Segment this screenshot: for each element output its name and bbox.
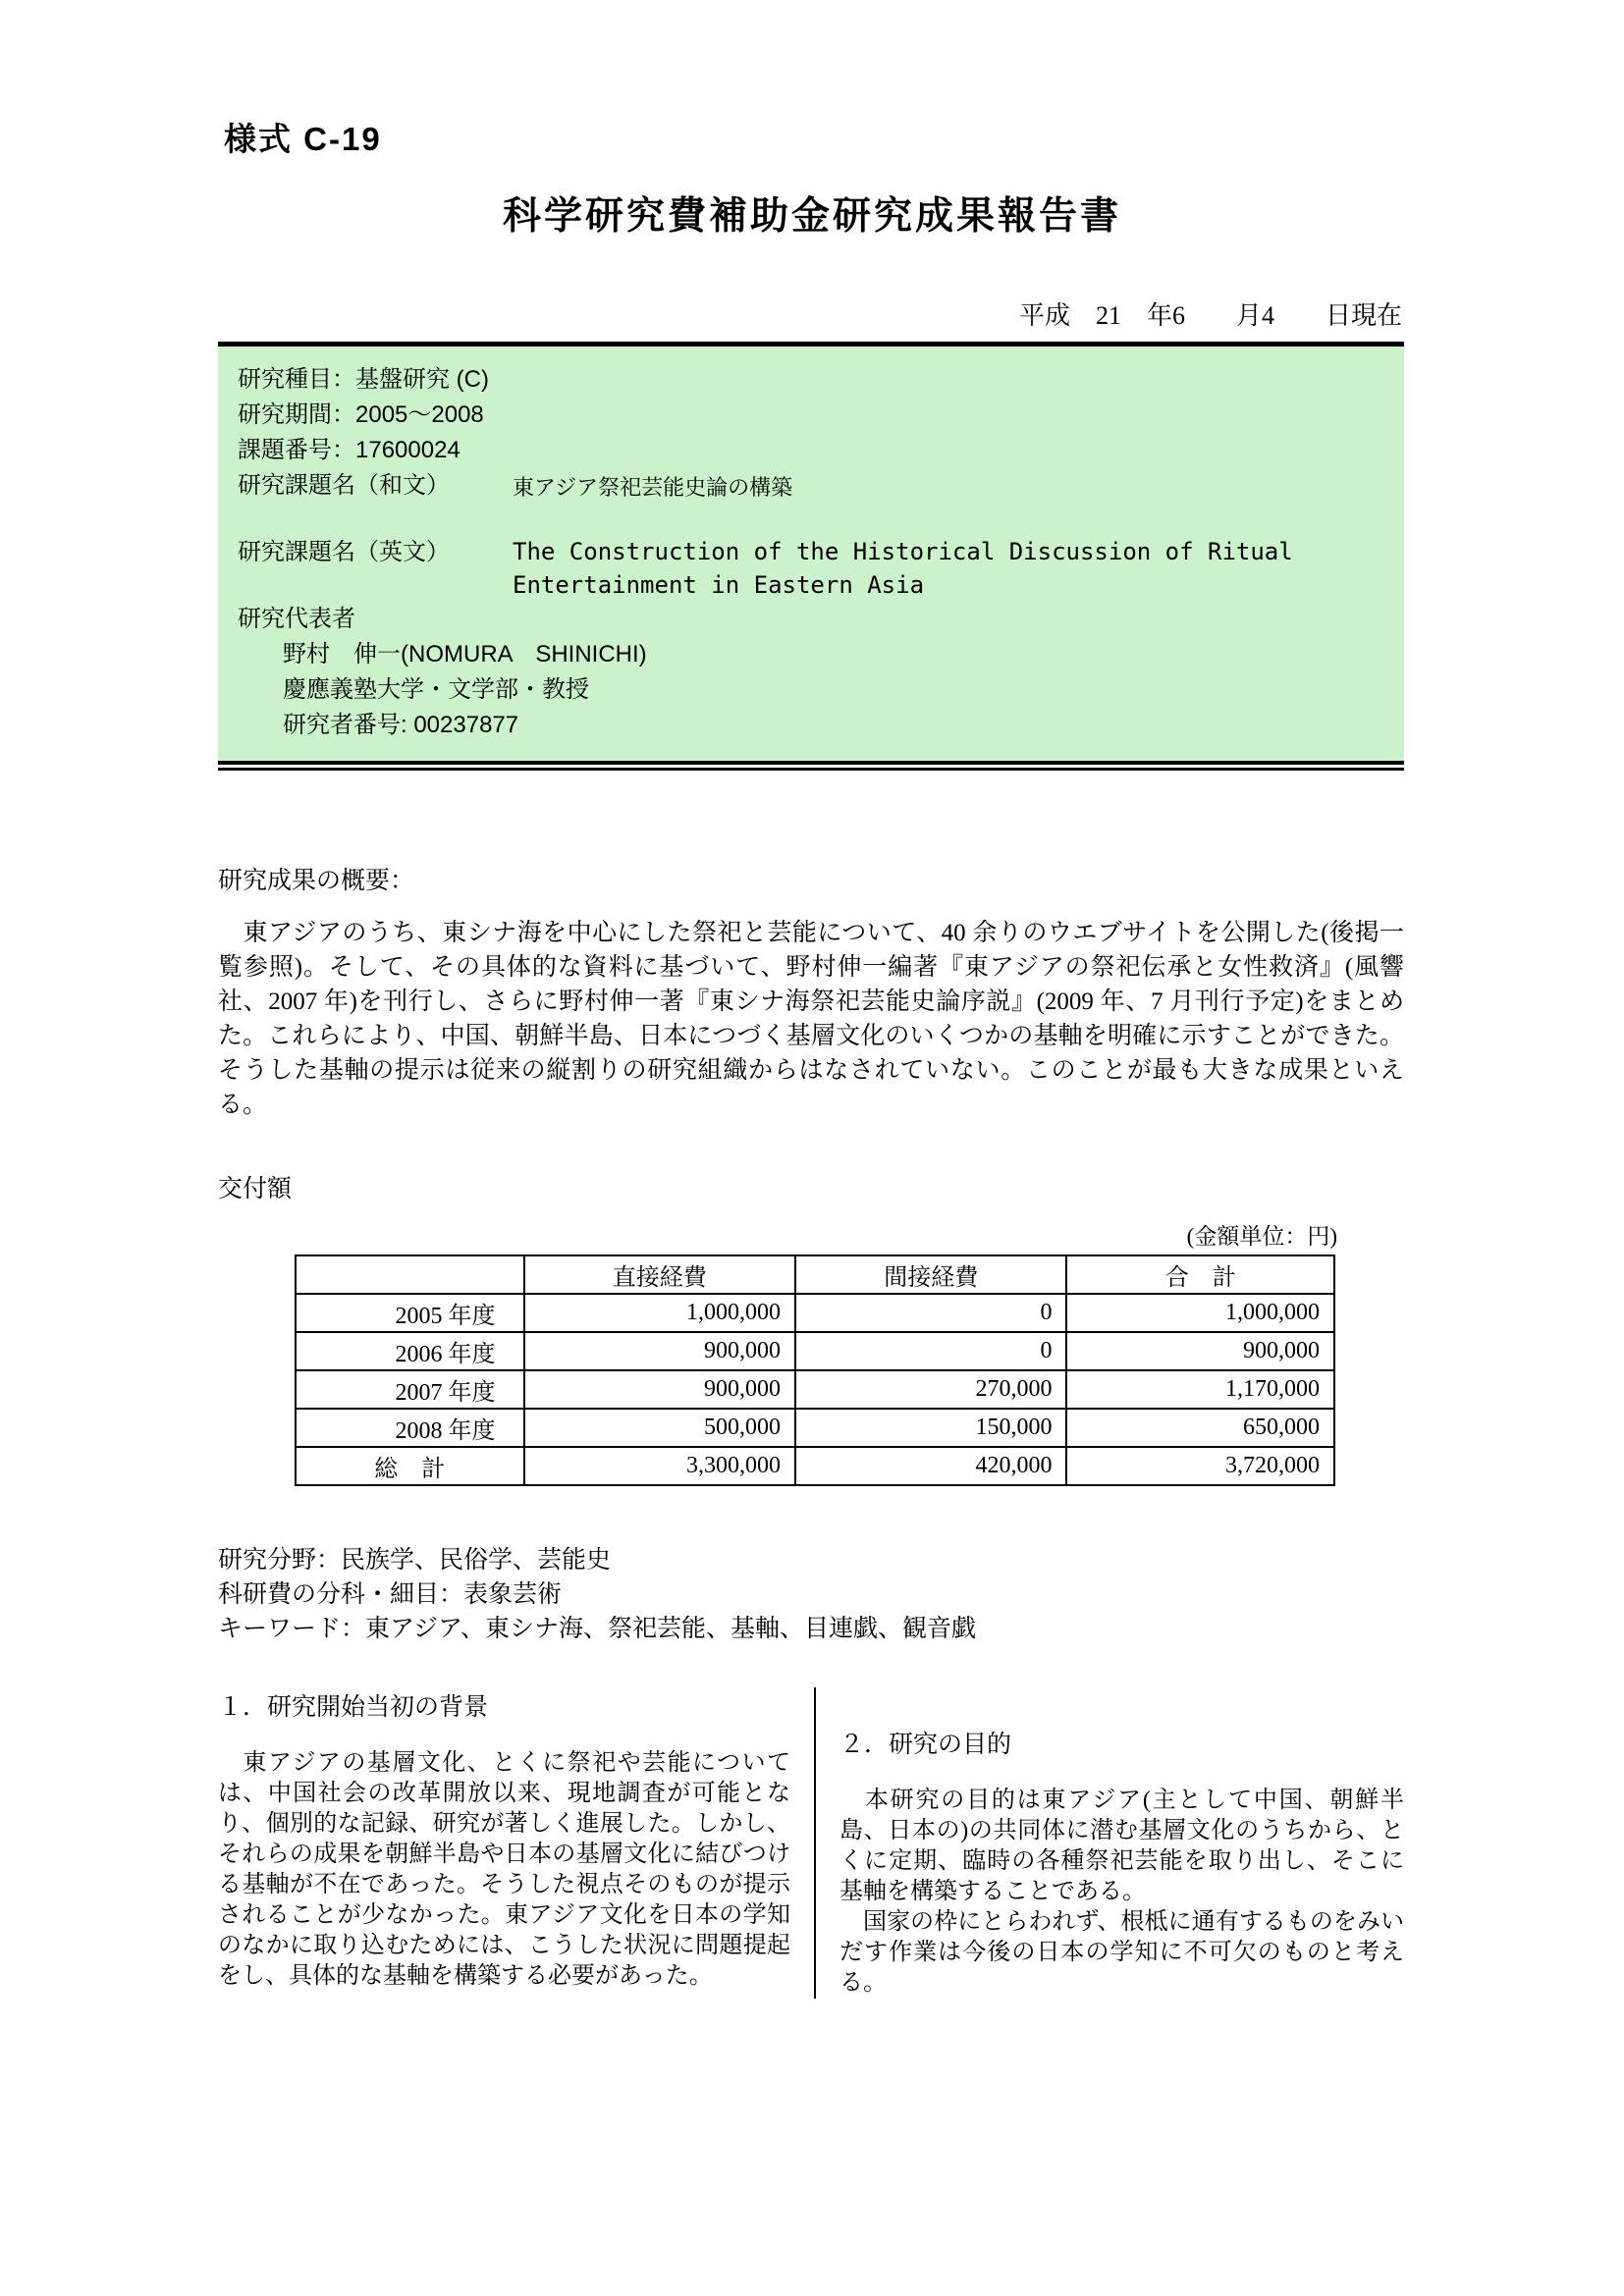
table-cell: 1,000,000	[1066, 1294, 1334, 1332]
date-line: 平成 21 年6 月4 日現在	[1018, 301, 1402, 330]
pi-affiliation: 慶應義塾大学・文学部・教授	[283, 676, 589, 703]
table-cell: 900,000	[1066, 1332, 1334, 1370]
section2-para1: 本研究の目的は東アジア(主として中国、朝鮮半島、日本の)の共同体に潜む基層文化のうちから、とくに定期、臨時の各種祭祀芸能を取り出し、そこに基軸を構築することである。	[839, 1788, 1404, 1904]
table-cell: 650,000	[1066, 1409, 1334, 1447]
table-row	[296, 1332, 1334, 1370]
subsection-line: 科研費の分科・細目：表象芸術	[218, 1581, 563, 1608]
table-cell: 1,170,000	[1066, 1370, 1334, 1409]
summary-text: 東アジアのうち、東シナ海を中心にした祭祀と芸能について、40 余りのウエブサイトを公開した(後掲一覧参照)。そして、その具体的な資料に基づいて、野村伸一編著『東アジアの祭祀伝承と女性救済』(風響社、2007 年)を刊行し、さらに野村伸一著『東シナ海祭祀芸能史論序説』(2009 年、7 月刊行予定)をまとめた。これらにより、中国、朝鮮半島、日本につづく基層文化のいくつかの基軸を明確に示すことができた。そうした基軸の提示は従来の縦割りの研究組織からはなされていない。このことが最も大きな成果といえる。	[218, 920, 1404, 1118]
document-title: 科学研究費補助金研究成果報告書	[502, 195, 1121, 238]
table-cell-year: 2006 年度	[296, 1332, 524, 1370]
pi-number: 研究者番号: 00237877	[283, 712, 519, 738]
table-cell: 0	[795, 1332, 1066, 1370]
summary-label: 研究成果の概要：	[218, 868, 415, 894]
pi-label: 研究代表者	[238, 606, 355, 632]
table-cell: 3,300,000	[524, 1447, 796, 1485]
research-field-line: 研究分野：民族学、民俗学、芸能史	[218, 1547, 612, 1574]
title-en-line1: The Construction of the Historical Discussion of Ritual	[513, 538, 1293, 565]
section1-body: 東アジアの基層文化、とくに祭祀や芸能については、中国社会の改革開放以来、現地調査が可能となり、個別的な記録、研究が著しく進展した。しかし、それらの成果を朝鮮半島や日本の基層文化に結びつける基軸が不在であった。そうした視点そのものが提示されることが少なかった。東アジア文化を日本の学知のなかに取り込むためには、こうした状況に問題提起をし、具体的な基軸を構築する必要があった。	[218, 1750, 790, 1989]
table-header-row	[296, 1255, 1334, 1294]
project-number: 課題番号：17600024	[238, 437, 460, 463]
table-cell: 420,000	[795, 1447, 1066, 1485]
two-column-section	[218, 1687, 1404, 1999]
title-ja-label: 研究課題名（和文）	[238, 472, 450, 499]
spacer	[238, 506, 1384, 535]
keywords-line: キーワード：東アジア、東シナ海、祭祀芸能、基軸、目連戯、観音戯	[218, 1616, 977, 1642]
unit-note: (金額単位：円)	[1186, 1224, 1337, 1249]
table-cell: 1,000,000	[524, 1294, 796, 1332]
title-en-value	[513, 535, 1293, 602]
table-row	[296, 1294, 1334, 1332]
table-header-empty	[296, 1255, 524, 1294]
table-row	[296, 1370, 1334, 1409]
title-ja-row	[238, 468, 1384, 506]
table-cell: 500,000	[524, 1409, 796, 1447]
research-period: 研究期間：2005～2008	[238, 401, 484, 428]
table-header-direct: 直接経費	[524, 1255, 796, 1294]
table-row-total	[296, 1447, 1334, 1485]
meta-lines	[218, 1543, 1404, 1646]
title-en-row	[238, 535, 1384, 602]
grant-table	[295, 1255, 1335, 1486]
content-area	[218, 342, 1404, 1999]
table-cell: 0	[795, 1294, 1066, 1332]
section2-heading: ２．研究の目的	[839, 1732, 1012, 1758]
table-cell: 270,000	[795, 1370, 1066, 1409]
rule-bar	[218, 768, 1404, 771]
table-cell: 150,000	[795, 1409, 1066, 1447]
table-cell-year: 2008 年度	[296, 1409, 524, 1447]
table-cell: 3,720,000	[1066, 1447, 1334, 1485]
column-divider	[814, 1687, 816, 1999]
column-left	[218, 1687, 790, 1999]
table-header-total: 合 計	[1066, 1255, 1334, 1294]
title-en-line2: Entertainment in Eastern Asia	[513, 571, 925, 599]
form-code: 様式 C-19	[224, 121, 382, 157]
column-right	[839, 1687, 1404, 1999]
table-row	[296, 1409, 1334, 1447]
table-cell: 900,000	[524, 1370, 796, 1409]
research-info-box	[218, 347, 1404, 761]
title-ja-value: 東アジア祭祀芸能史論の構築	[513, 475, 793, 500]
pi-name: 野村 伸一(NOMURA SHINICHI)	[283, 641, 647, 667]
table-cell: 900,000	[524, 1332, 796, 1370]
table-header-indirect: 間接経費	[795, 1255, 1066, 1294]
section1-heading: １．研究開始当初の背景	[218, 1694, 489, 1721]
research-category: 研究種目：基盤研究 (C)	[238, 366, 489, 393]
table-cell-year: 2005 年度	[296, 1294, 524, 1332]
section2-para2: 国家の枠にとらわれず、根柢に通有するものをみいだす作業は今後の日本の学知に不可欠のものと考える。	[839, 1909, 1404, 1996]
table-cell-year: 2007 年度	[296, 1370, 524, 1409]
bottom-double-rule	[218, 761, 1404, 771]
table-cell-total-label: 総 計	[296, 1447, 524, 1485]
grant-amount-label: 交付額	[218, 1176, 293, 1202]
title-en-label: 研究課題名（英文）	[238, 539, 450, 565]
